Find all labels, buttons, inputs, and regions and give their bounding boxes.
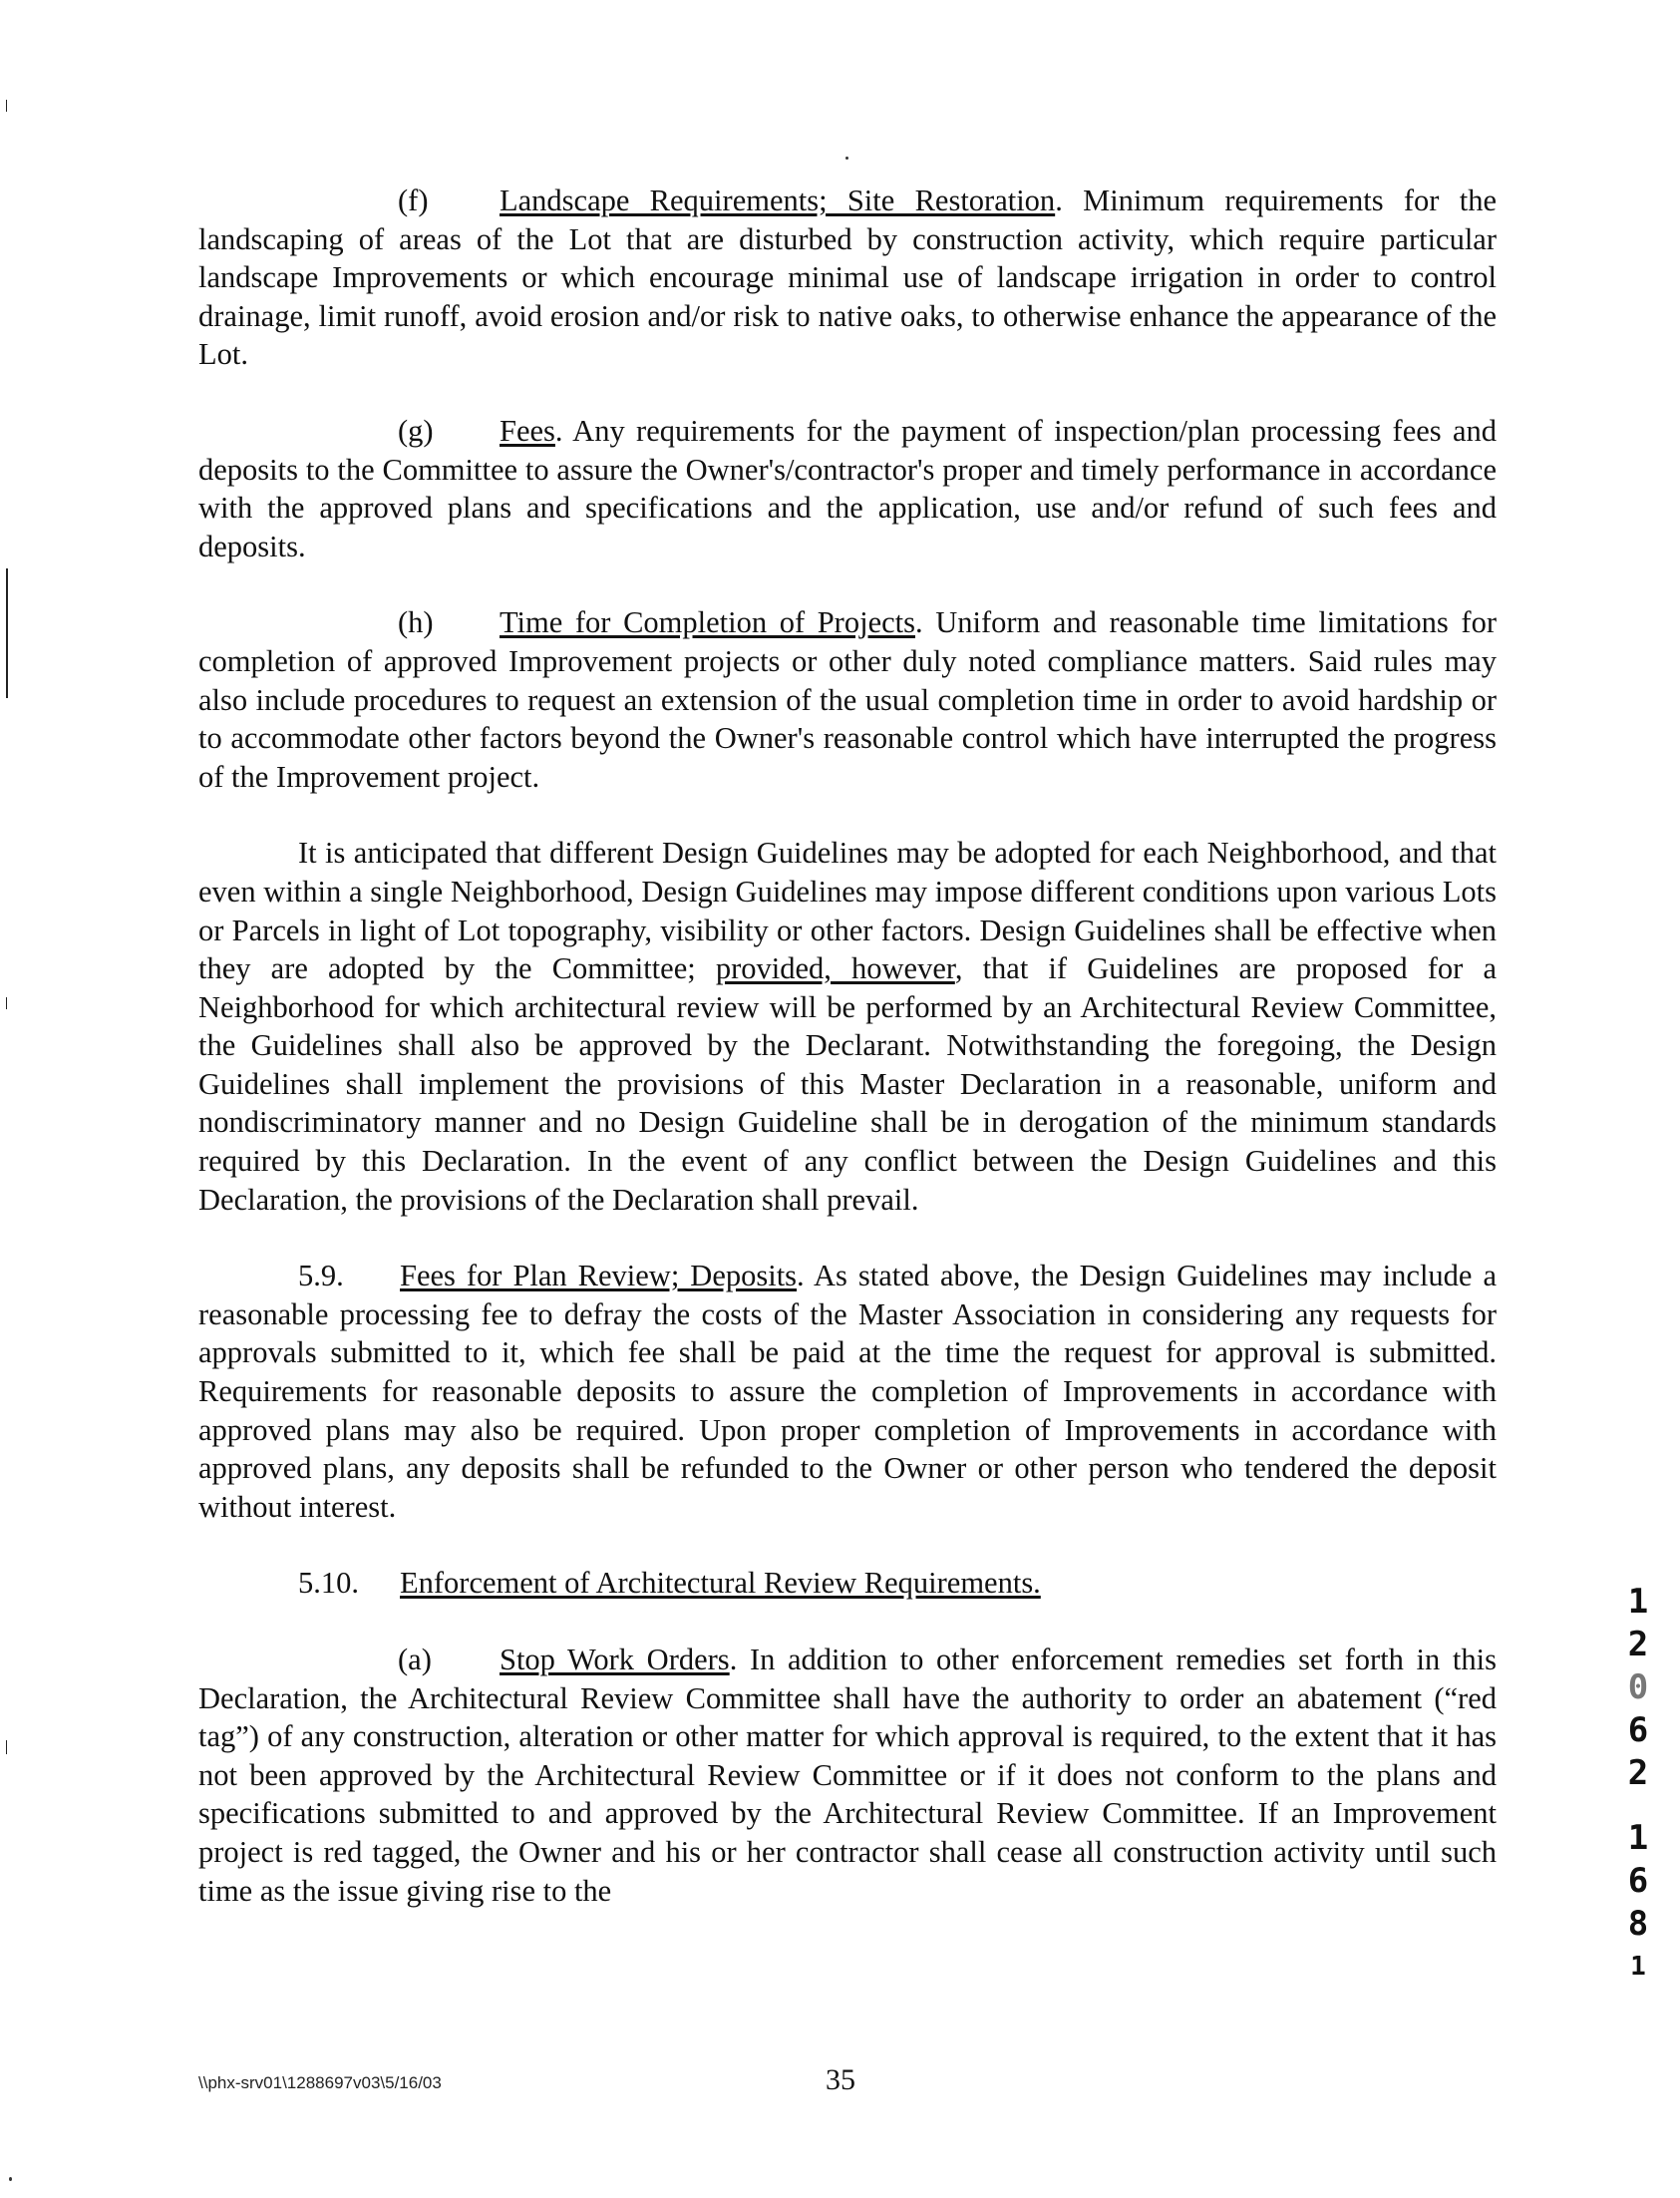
stamp-digit: 2 bbox=[1627, 1753, 1649, 1793]
paragraph-body: . Any requirements for the payment of inspection/plan processing fees and deposits to the Committee to assure the Owner's/contractor's proper and timely performance in accordance with the approved plans and specifications and the application, use and/or refund of such fees and deposits. bbox=[198, 413, 1497, 563]
paragraph-f bbox=[198, 182, 1497, 374]
stamp-digit: 2 bbox=[1627, 1625, 1649, 1664]
page-number: 35 bbox=[826, 2063, 855, 2096]
provided-however: provided, however bbox=[715, 951, 955, 986]
stamp-digit: 1 bbox=[1627, 1818, 1649, 1858]
stamp-gap bbox=[1623, 1795, 1653, 1817]
scan-margin-mark bbox=[6, 997, 7, 1009]
scan-speck bbox=[9, 2177, 12, 2181]
paragraph-body: . In addition to other enforcement remedies set forth in this Declaration, the Architectural Review Committee shall have the authority to order an abatement (“red tag”) of any construction, alteration or other matter for which approval is required, to the extent that it has not been approved by the Architectural Review Committee or if it does not conform to the plans and specifications submitted to and approved by the Architectural Review Committee. If an Improvement project is red tagged, the Owner and his or her contractor shall cease all construction activity until such time as the issue giving rise to the bbox=[198, 1643, 1497, 1908]
paragraph-h bbox=[198, 603, 1497, 796]
document-path: \\phx-srv01\1288697v03\5/16/03 bbox=[198, 2073, 442, 2092]
paragraph-label: (h) bbox=[398, 605, 434, 640]
paragraph-heading: Stop Work Orders bbox=[500, 1643, 730, 1676]
paragraph-body: It is anticipated that different Design Guidelines may be adopted for each Neighborhood, and that even within a single Neighborhood, Design Guidelines may impose different conditions upon various Lots or Parcels in light of Lot topography, visibility or other factors. Design Guidelines shall be effective when they are adopted by the Committee; bbox=[198, 836, 1497, 986]
section-5-10 bbox=[198, 1564, 1497, 1603]
stamp-digit: 0 bbox=[1627, 1667, 1649, 1707]
scan-speck bbox=[845, 157, 848, 160]
paragraph-label: (f) bbox=[398, 183, 429, 217]
paragraph-heading: Fees bbox=[500, 413, 555, 448]
section-number: 5.9. bbox=[298, 1259, 344, 1293]
scan-margin-mark bbox=[6, 568, 8, 698]
paragraph-a bbox=[198, 1641, 1497, 1910]
paragraph-heading: Landscape Requirements; Site Restoration bbox=[500, 183, 1056, 217]
stamp-digit: 6 bbox=[1627, 1861, 1649, 1901]
section-heading: Enforcement of Architectural Review Requirements. bbox=[400, 1566, 1041, 1601]
stamp-digit: 6 bbox=[1627, 1710, 1649, 1750]
section-5-9 bbox=[198, 1257, 1497, 1526]
paragraph-body: . Minimum requirements for the landscaping of areas of the Lot that are disturbed by construction activity, which require particular landscape Improvements or which encourage minimal use of landscape irrigation in order to control drainage, limit runoff, avoid erosion and/or risk to native oaks, to otherwise enhance the appearance of the Lot. bbox=[198, 183, 1497, 372]
stamp-digit: 8 bbox=[1627, 1904, 1649, 1944]
paragraph-label: (g) bbox=[398, 413, 434, 448]
section-number: 5.10. bbox=[298, 1566, 359, 1601]
stamp-digit: 1 bbox=[1630, 1952, 1646, 1982]
scan-margin-mark bbox=[6, 100, 7, 112]
scan-margin-mark bbox=[6, 1740, 7, 1754]
stamp-digit: 1 bbox=[1627, 1582, 1649, 1622]
body-text bbox=[198, 182, 1497, 1910]
paragraph-g bbox=[198, 412, 1497, 565]
paragraph-label: (a) bbox=[398, 1643, 432, 1676]
paragraph-body: . Uniform and reasonable time limitations for completion of approved Improvement projects or other duly noted compliance matters. Said rules may also include procedures to request an extension of the usual completion time in order to avoid hardship or to accommodate other factors beyond the Owner's reasonable control which have interrupted the progress of the Improvement project. bbox=[198, 605, 1497, 794]
paragraph-design-guidelines bbox=[198, 834, 1497, 1219]
section-heading: Fees for Plan Review; Deposits bbox=[400, 1259, 798, 1293]
paragraph-heading: Time for Completion of Projects bbox=[500, 605, 915, 640]
paragraph-body-continued: , that if Guidelines are proposed for a Neighborhood for which architectural review will be performed by an Architectural Review Committee, the Guidelines shall also be approved by the Declarant. Notwithstanding the foregoing, the Design Guidelines shall implement the provisions of this Master Declaration in a reasonable, uniform and nondiscriminatory manner and no Design Guideline shall be in derogation of the minimum standards required by this Declaration. In the event of any conflict between the Design Guidelines and this Declaration, the provisions of the Declaration shall prevail. bbox=[198, 951, 1497, 1217]
recording-stamp bbox=[1623, 1581, 1653, 1989]
section-body: . As stated above, the Design Guidelines may include a reasonable processing fee to defray the costs of the Master Association in considering any requests for approvals submitted to it, which fee shall be paid at the time the request for approval is submitted. Requirements for reasonable deposits to assure the completion of Improvements in accordance with approved plans may also be required. Upon proper completion of Improvements in accordance with approved plans, any deposits shall be refunded to the Owner or other person who tendered the deposit without interest. bbox=[198, 1259, 1497, 1524]
